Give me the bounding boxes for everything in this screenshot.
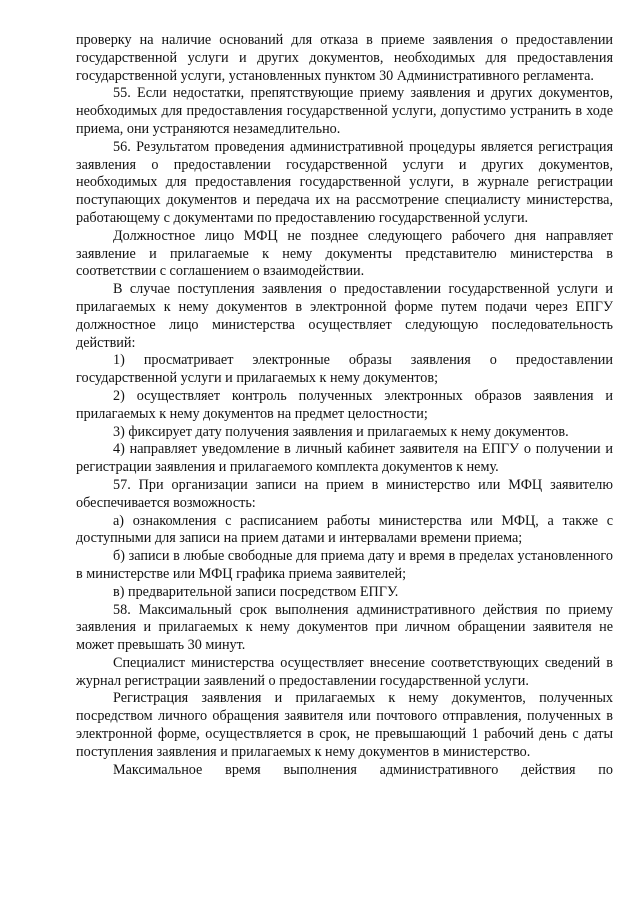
paragraph: Должностное лицо МФЦ не позднее следующего рабочего дня направляет заявление и прилагаемые к нему документы представителю министерства в соответствии с соглашением о взаимодействии. bbox=[76, 227, 613, 280]
list-item: 4) направляет уведомление в личный кабинет заявителя на ЕПГУ о получении и регистрации заявления и прилагаемого комплекта документов к нему. bbox=[76, 441, 613, 476]
list-item: 2) осуществляет контроль полученных электронных образов заявления и прилагаемых к нему документов на предмет целостности; bbox=[76, 387, 613, 422]
list-item: в) предварительной записи посредством ЕПГУ. bbox=[113, 583, 399, 600]
paragraph-55: 55. Если недостатки, препятствующие приему заявления и других документов, необходимых для предоставления государственной услуги, допустимо устранить в ходе приема, они устраняются незамедлительно. bbox=[76, 85, 613, 137]
paragraph-56: 56. Результатом проведения административной процедуры является регистрация заявления о предоставлении государственной услуги и других документов, необходимых для предоставления государственной услуги, в журнале регистрации поступающих документов и передача их на рассмотрение специалисту министерства, работающему с документами по предоставлению государственной услуги. bbox=[76, 138, 613, 226]
paragraph: Регистрация заявления и прилагаемых к нему документов, полученных посредством личного обращения заявителя или почтового отправления, полученных в электронной форме, осуществляется в срок, не превышающий 1 рабочий день с даты поступления заявления и прилагаемых к нему документов в министерство. bbox=[76, 690, 613, 760]
paragraph-58: 58. Максимальный срок выполнения административного действия по приему заявления и прилагаемых к нему документов при личном обращении заявителя не может превышать 30 минут. bbox=[76, 601, 613, 654]
paragraph-57: 57. При организации записи на прием в министерство или МФЦ заявителю обеспечивается возможность: bbox=[76, 476, 613, 511]
paragraph: В случае поступления заявления о предоставлении государственной услуги и прилагаемых к нему документов в электронной форме путем подачи через ЕПГУ должностное лицо министерства осуществляет следующую последовательность действий: bbox=[76, 281, 613, 351]
paragraph: Специалист министерства осуществляет внесение соответствующих сведений в журнал регистрации заявлений о предоставлении государственной услуги. bbox=[76, 654, 613, 689]
list-item: б) записи в любые свободные для приема дату и время в пределах установленного в министерстве или МФЦ графика приема заявителей; bbox=[76, 548, 613, 582]
paragraph: Максимальное время выполнения административного действия по bbox=[113, 761, 613, 778]
list-item: 1) просматривает электронные образы заявления о предоставлении государственной услуги и прилагаемых к нему документов; bbox=[76, 352, 613, 387]
paragraph: проверку на наличие оснований для отказа в приеме заявления о предоставлении государственной услуги и других документов, необходимых для предоставления государственной услуги, установленных пунктом 30 Административного регламента. bbox=[76, 32, 613, 84]
document-page bbox=[76, 32, 613, 779]
list-item: 3) фиксирует дату получения заявления и прилагаемых к нему документов. bbox=[113, 423, 569, 440]
list-item: а) ознакомления с расписанием работы министерства или МФЦ, а также с доступными для записи на прием датами и интервалами времени приема; bbox=[76, 512, 613, 547]
